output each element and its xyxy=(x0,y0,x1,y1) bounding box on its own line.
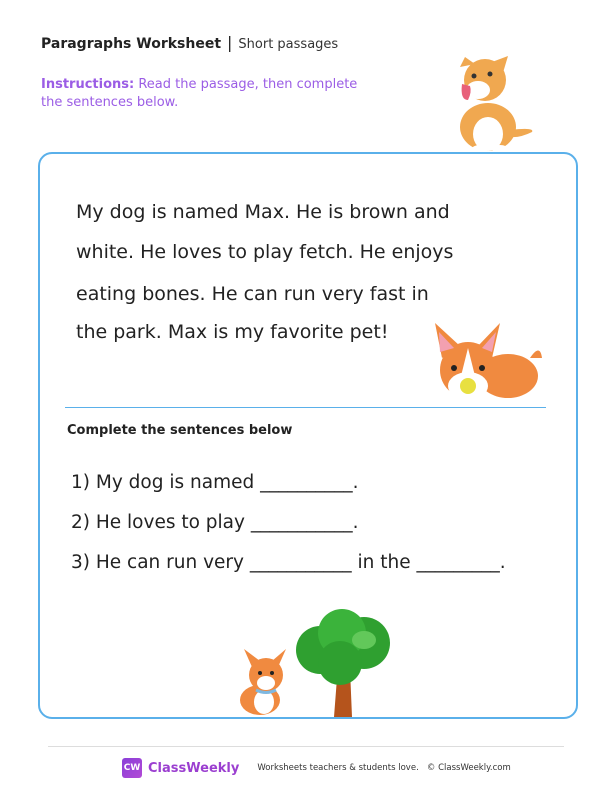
worksheet-subtitle: Short passages xyxy=(238,37,339,52)
section-divider xyxy=(65,407,546,408)
passage-line: My dog is named Max. He is brown and xyxy=(76,201,450,223)
worksheet-header xyxy=(41,33,338,52)
passage-line: eating bones. He can run very fast in xyxy=(76,283,429,305)
passage-line: the park. Max is my favorite pet! xyxy=(76,321,389,343)
corgi-and-tree-illustration xyxy=(222,605,397,717)
sentence-item: 3) He can run very ___________ in the _________. xyxy=(71,552,506,573)
instructions-text: Read the passage, then complete the sentences below. xyxy=(41,77,358,110)
footer xyxy=(122,758,511,778)
brand-name: ClassWeekly xyxy=(148,760,240,776)
passage-line: white. He loves to play fetch. He enjoys xyxy=(76,241,454,263)
classweekly-logo: CW xyxy=(122,758,142,778)
footer-divider xyxy=(48,746,564,747)
sitting-corgi-illustration xyxy=(440,52,540,157)
corgi-with-ball-illustration xyxy=(430,318,545,408)
footer-tagline: Worksheets teachers & students love. © ClassWeekly.com xyxy=(257,763,511,773)
sentence-item: 1) My dog is named __________. xyxy=(71,472,359,493)
instructions-label: Instructions: xyxy=(41,77,135,92)
title-separator: | xyxy=(227,33,233,52)
exercise-title: Complete the sentences below xyxy=(67,423,293,438)
instructions xyxy=(41,76,371,112)
worksheet-title: Paragraphs Worksheet xyxy=(41,36,222,52)
sentence-item: 2) He loves to play ___________. xyxy=(71,512,359,533)
